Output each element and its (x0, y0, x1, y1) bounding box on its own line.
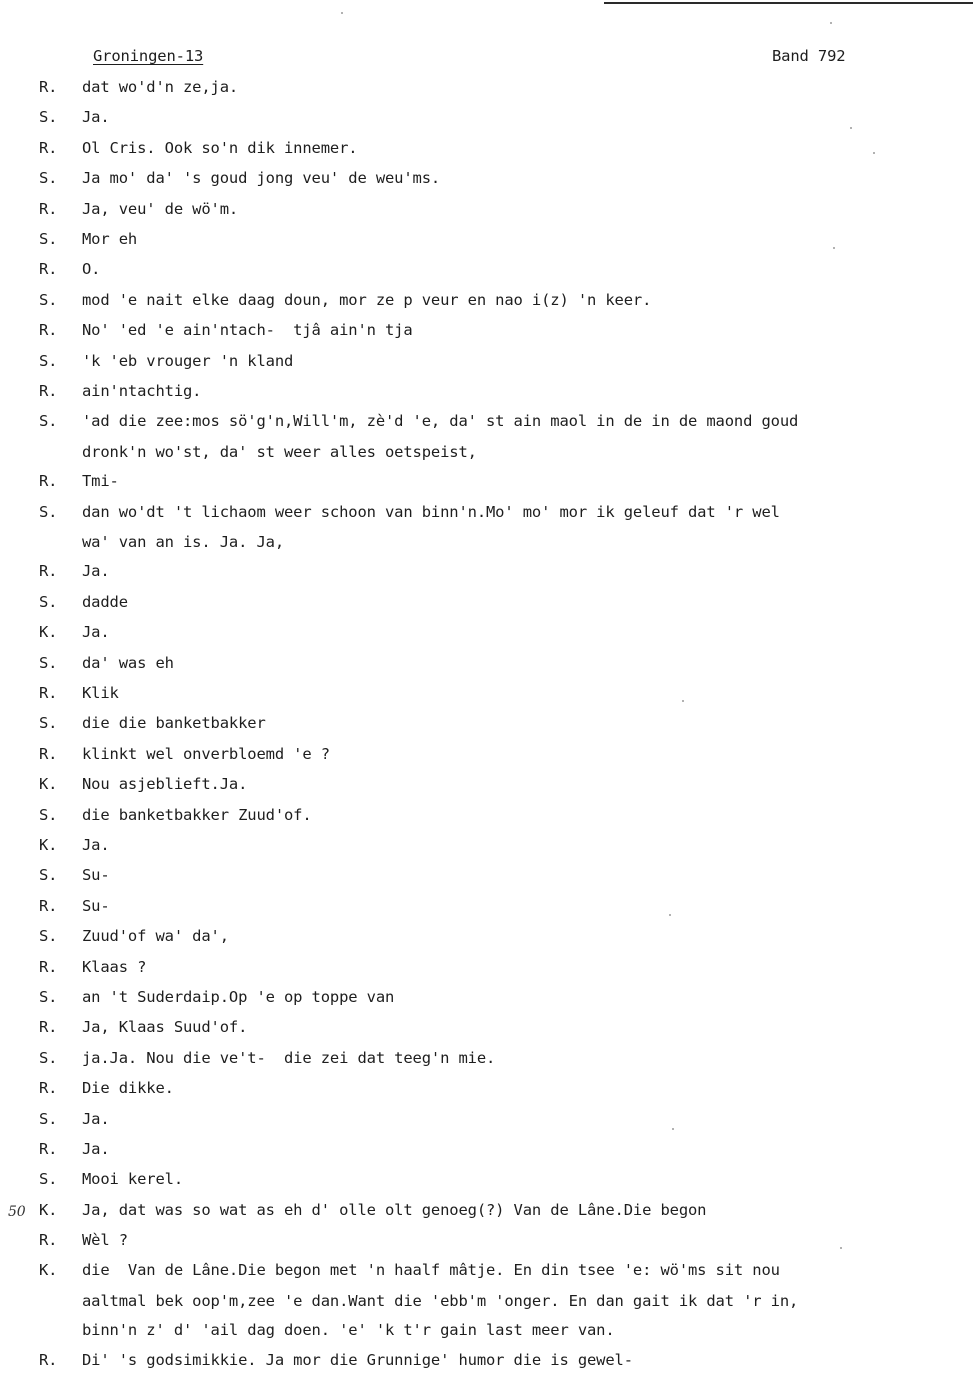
utterance-text: an 't Suderdaip.Op 'e op toppe van (82, 987, 395, 1006)
speaker-label: R. (39, 260, 58, 279)
speaker-label: S. (39, 653, 58, 672)
speaker-label: S. (39, 592, 58, 611)
speaker-label: R. (39, 321, 58, 340)
utterance-text: Ja. (82, 623, 110, 642)
speaker-label: R. (39, 199, 58, 218)
utterance-text: dat wo'd'n ze,ja. (82, 78, 239, 96)
utterance-text: Ja, dat was so wat as eh d' olle olt genoeg(?) Van de Lâne.Die begon (82, 1200, 707, 1219)
scan-speck (850, 127, 852, 129)
transcript-line (0, 804, 973, 834)
transcript-line (0, 1138, 973, 1168)
utterance-text: ja.Ja. Nou die ve't- die zei dat teeg'n mie. (82, 1048, 496, 1067)
speaker-label: R. (39, 744, 58, 763)
speaker-label: R. (39, 684, 58, 703)
scan-speck (669, 914, 671, 916)
transcript-line (0, 470, 973, 500)
transcript-lines (0, 76, 973, 1379)
scan-speck (341, 12, 343, 14)
speaker-label: R. (39, 1350, 58, 1369)
transcript-line-continuation (0, 531, 973, 561)
utterance-text: die Van de Lâne.Die begon met 'n haalf mâtje. En din tsee 'e: wö'ms sit nou (82, 1261, 780, 1280)
speaker-label: R. (39, 1139, 58, 1158)
transcript-line-continuation (0, 441, 973, 471)
speaker-label: S. (39, 927, 58, 946)
transcript-line (0, 986, 973, 1016)
document-id: Groningen-13 (93, 47, 204, 65)
speaker-label: R. (39, 1079, 58, 1098)
speaker-label: S. (39, 1170, 58, 1189)
transcript-line (0, 621, 973, 651)
transcript-line (0, 380, 973, 410)
utterance-text: 'ad die zee:mos sö'g'n,Will'm, zè'd 'e, da' st ain maol in de in de maond goud (82, 412, 799, 431)
utterance-text: Wèl ? (82, 1231, 128, 1250)
transcript-line (0, 712, 973, 742)
utterance-text: Ja, veu' de wö'm. (82, 199, 239, 218)
speaker-label: R. (39, 138, 58, 157)
transcript-line (0, 1349, 973, 1379)
transcript-line (0, 258, 973, 288)
speaker-label: K. (39, 623, 58, 642)
utterance-text: Klaas ? (82, 957, 147, 976)
utterance-text: Ja. (82, 562, 110, 581)
utterance-text: Mooi kerel. (82, 1170, 183, 1189)
utterance-text: Ja. (82, 1139, 110, 1158)
transcript-line (0, 1016, 973, 1046)
utterance-text: Ja. (82, 835, 110, 854)
utterance-text: Nou asjeblieft.Ja. (82, 775, 248, 794)
transcript-line-continuation (0, 1290, 973, 1320)
speaker-label: R. (39, 1018, 58, 1037)
utterance-text: O. (82, 260, 101, 279)
transcript-line (0, 1047, 973, 1077)
transcript-line (0, 1077, 973, 1107)
transcript-line (0, 1108, 973, 1138)
scan-speck (840, 1247, 842, 1249)
speaker-label: S. (39, 502, 58, 521)
transcript-line (0, 895, 973, 925)
scan-speck (873, 152, 875, 154)
utterance-text: Su- (82, 896, 110, 915)
utterance-text: Zuud'of wa' da', (82, 927, 229, 946)
utterance-text: dronk'n wo'st, da' st weer alles oetspeist, (82, 442, 477, 461)
utterance-text: Mor eh (82, 229, 138, 248)
utterance-text: Ol Cris. Ook so'n dik innemer. (82, 138, 358, 157)
speaker-label: S. (39, 108, 58, 127)
utterance-text: die die banketbakker (82, 714, 266, 733)
speaker-label: S. (39, 714, 58, 733)
transcript-line (0, 410, 973, 440)
speaker-label: S. (39, 169, 58, 188)
tape-number: Band 792 (772, 47, 846, 65)
page-header (0, 47, 973, 71)
speaker-label: R. (39, 472, 58, 491)
utterance-text: da' was eh (82, 653, 174, 672)
utterance-text: ain'ntachtig. (82, 381, 202, 400)
utterance-text: 'k 'eb vrouger 'n kland (82, 351, 294, 370)
transcript-line (0, 198, 973, 228)
transcript-line (0, 350, 973, 380)
transcript-line (0, 1168, 973, 1198)
utterance-text: Su- (82, 866, 110, 885)
speaker-label: R. (39, 957, 58, 976)
speaker-label: S. (39, 290, 58, 309)
utterance-text: dan wo'dt 't lichaom weer schoon van binn'n.Mo' mo' mor ik geleuf dat 'r wel (82, 502, 780, 521)
transcript-line (0, 956, 973, 986)
transcript-line (0, 591, 973, 621)
transcript-line (0, 682, 973, 712)
utterance-text: wa' van an is. Ja. Ja, (82, 532, 284, 551)
utterance-text: Ja, Klaas Suud'of. (82, 1018, 248, 1037)
transcript-line (0, 76, 973, 106)
transcript-line (0, 834, 973, 864)
top-rule (604, 2, 973, 4)
margin-annotation: 50 (8, 1203, 26, 1220)
transcript-line (0, 1259, 973, 1289)
utterance-text: aaltmal bek oop'm,zee 'e dan.Want die 'ebb'm 'onger. En dan gait ik dat 'r in, (82, 1291, 799, 1310)
speaker-label: S. (39, 987, 58, 1006)
utterance-text: die banketbakker Zuud'of. (82, 805, 312, 824)
speaker-label: K. (39, 775, 58, 794)
speaker-label: K. (39, 1261, 58, 1280)
speaker-label: S. (39, 412, 58, 431)
speaker-label: R. (39, 896, 58, 915)
speaker-label: S. (39, 229, 58, 248)
speaker-label: K. (39, 1200, 58, 1219)
transcript-line (0, 289, 973, 319)
utterance-text: Die dikke. (82, 1079, 174, 1098)
utterance-text: Klik (82, 684, 119, 703)
utterance-text: binn'n z' d' 'ail dag doen. 'e' 'k t'r gain last meer van. (82, 1321, 615, 1340)
speaker-label: S. (39, 1109, 58, 1128)
transcript-line (0, 1229, 973, 1259)
transcript-line (0, 137, 973, 167)
transcript-line (0, 560, 973, 590)
utterance-text: Ja. (82, 1109, 110, 1128)
speaker-label: R. (39, 1231, 58, 1250)
transcript-line (0, 228, 973, 258)
speaker-label: R. (39, 78, 58, 96)
utterance-text: Di' 's godsimikkie. Ja mor die Grunnige' humor die is gewel- (82, 1350, 633, 1369)
transcript-line (0, 925, 973, 955)
scan-speck (682, 700, 684, 702)
speaker-label: S. (39, 866, 58, 885)
transcript-line-continuation (0, 1319, 973, 1349)
transcript-line (0, 1199, 973, 1229)
utterance-text: No' 'ed 'e ain'ntach- tjâ ain'n tja (82, 321, 413, 340)
scan-speck (672, 1128, 674, 1130)
speaker-label: K. (39, 835, 58, 854)
utterance-text: mod 'e nait elke daag doun, mor ze p veur en nao i(z) 'n keer. (82, 290, 652, 309)
utterance-text: dadde (82, 592, 128, 611)
speaker-label: S. (39, 351, 58, 370)
utterance-text: klinkt wel onverbloemd 'e ? (82, 744, 330, 763)
utterance-text: Ja. (82, 108, 110, 127)
transcript-line (0, 743, 973, 773)
speaker-label: R. (39, 562, 58, 581)
transcript-line (0, 319, 973, 349)
transcript-line (0, 773, 973, 803)
transcript-line (0, 106, 973, 136)
transcript-line (0, 864, 973, 894)
utterance-text: Tmi- (82, 472, 119, 491)
transcript-line (0, 652, 973, 682)
speaker-label: R. (39, 381, 58, 400)
transcript-line (0, 501, 973, 531)
scan-speck (830, 22, 832, 24)
transcript-line (0, 167, 973, 197)
utterance-text: Ja mo' da' 's goud jong veu' de weu'ms. (82, 169, 441, 188)
speaker-label: S. (39, 805, 58, 824)
speaker-label: S. (39, 1048, 58, 1067)
scan-speck (833, 247, 835, 249)
